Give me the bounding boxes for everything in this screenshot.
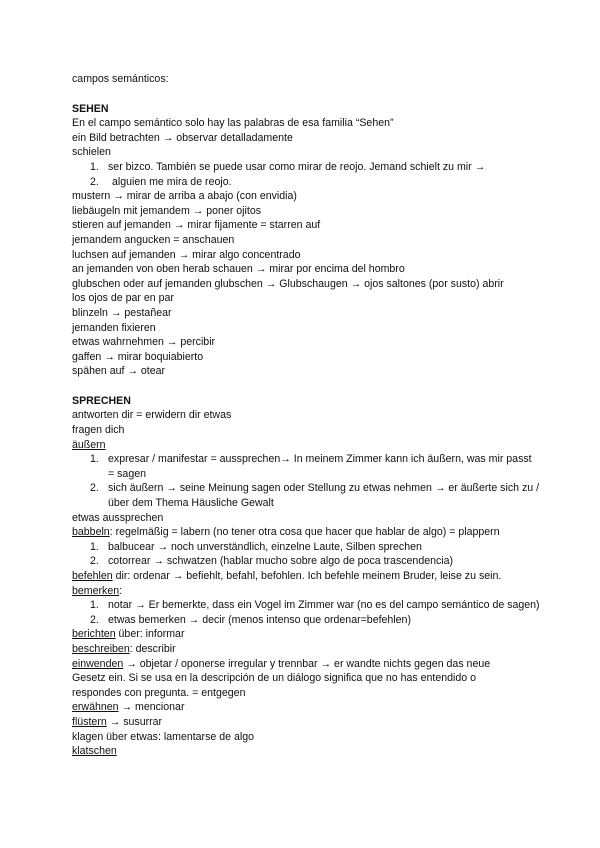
- section-heading-sprechen: SPRECHEN: [72, 394, 131, 407]
- entry-klatschen: [72, 744, 540, 759]
- list-item-text: expresar / manifestar = aussprechen→ In meinem Zimmer kann ich äußern, was mir passt = sagen: [108, 453, 532, 480]
- list-number: 2.: [90, 482, 99, 495]
- text-line: schielen: [72, 146, 111, 159]
- entry-beschreiben: [72, 642, 540, 657]
- text-line: ein Bild betrachten → observar detalladamente: [72, 131, 293, 144]
- numbered-list-babbeln: [72, 540, 540, 569]
- list-number: 1.: [90, 540, 99, 553]
- list-item: [72, 160, 540, 175]
- list-item-text: notar → Er bemerkte, dass ein Vogel im Zimmer war (no es del campo semántico de sagen): [108, 599, 540, 612]
- entry-einwenden: [72, 657, 540, 672]
- list-number: 1.: [90, 160, 99, 173]
- list-number: 1.: [90, 599, 99, 612]
- list-item: [72, 481, 540, 510]
- list-item-text: cotorrear → schwatzen (hablar mucho sobre algo de poca trascendencia): [108, 555, 454, 568]
- text-line: an jemanden von oben herab schauen → mirar por encima del hombro: [72, 263, 405, 276]
- underlined-term: flüstern: [72, 715, 107, 728]
- text-line: jemandem angucken = anschauen: [72, 233, 235, 246]
- text-line: etwas aussprechen: [72, 511, 164, 524]
- spacer: [72, 379, 540, 394]
- entry-befehlen: [72, 569, 540, 584]
- entry-text: dir: ordenar → befiehlt, befahl, befohlen. Ich befehle meinem Bruder, leise zu sein.: [112, 570, 502, 582]
- underlined-term: beschreiben: [72, 642, 130, 655]
- underlined-term: befehlen: [72, 570, 113, 582]
- entry-text: → objetar / oponerse irregular y trennbar → er wandte nichts gegen das neue: [123, 657, 491, 670]
- text-line: gaffen → mirar boquiabierto: [72, 350, 204, 363]
- entry-bemerken: [72, 584, 540, 599]
- text-line: respondes con pregunta. = entgegen: [72, 686, 246, 699]
- text-line: Gesetz ein. Si se usa en la descripción de un diálogo significa que no has entendido o: [72, 672, 477, 685]
- entry-text: : describir: [129, 642, 176, 655]
- list-item: [72, 540, 540, 555]
- numbered-list-bemerken: [72, 598, 540, 627]
- entry-text: über: informar: [115, 628, 185, 641]
- underlined-term: bemerken: [72, 584, 120, 597]
- list-number: 2.: [90, 613, 99, 626]
- section-heading-sehen: SEHEN: [72, 102, 109, 115]
- text-line: klagen über etwas: lamentarse de algo: [72, 730, 254, 743]
- text-line: stieren auf jemanden → mirar fijamente = starren auf: [72, 219, 321, 232]
- entry-babbeln: [72, 525, 540, 540]
- list-item: [72, 598, 540, 613]
- text-line: mustern → mirar de arriba a abajo (con envidia): [72, 190, 297, 203]
- text-line: los ojos de par en par: [72, 292, 174, 305]
- entry-text: → susurrar: [106, 715, 163, 728]
- list-item-text: alguien me mira de reojo.: [112, 175, 232, 188]
- text-line: etwas wahrnehmen → percibir: [72, 336, 216, 349]
- numbered-list-aeussern: [72, 452, 540, 510]
- entry-aeussern: [72, 438, 540, 453]
- list-item: [72, 175, 540, 190]
- spacer: [72, 87, 540, 102]
- list-item: [72, 613, 540, 628]
- underlined-term: klatschen: [72, 745, 117, 758]
- list-number: 2.: [90, 175, 99, 188]
- list-item-text: etwas bemerken → decir (menos intenso que ordenar=befehlen): [108, 613, 411, 626]
- text-line: glubschen oder auf jemanden glubschen → Glubschaugen → ojos saltones (por susto) abrir: [72, 277, 504, 290]
- list-item: [72, 452, 540, 481]
- underlined-term: einwenden: [72, 657, 124, 670]
- underlined-term: babbeln: [72, 526, 110, 539]
- entry-text: :: [119, 584, 123, 597]
- list-number: 2.: [90, 555, 99, 568]
- text-line: fragen dich: [72, 424, 125, 437]
- entry-berichten: [72, 627, 540, 642]
- list-item-text: balbucear → noch unverständlich, einzelne Laute, Silben sprechen: [108, 540, 422, 553]
- underlined-term: erwähnen: [72, 701, 119, 714]
- text-line: luchsen auf jemanden → mirar algo concentrado: [72, 248, 301, 261]
- entry-text: → mencionar: [118, 701, 185, 714]
- text-line: jemanden fixieren: [72, 321, 156, 334]
- text-line: spähen auf → otear: [72, 365, 166, 378]
- text-line: En el campo semántico solo hay las palabras de esa familia “Sehen”: [72, 117, 394, 130]
- text-line: liebäugeln mit jemandem → poner ojitos: [72, 204, 262, 217]
- entry-fluestern: [72, 715, 540, 730]
- text-line: blinzeln → pestañear: [72, 306, 172, 319]
- list-item-text: ser bizco. También se puede usar como mirar de reojo. Jemand schielt zu mir →: [108, 160, 486, 173]
- entry-erwaehnen: [72, 700, 540, 715]
- entry-text: : regelmäßig = labern (no tener otra cosa que hacer que hablar de algo) = plappern: [109, 526, 500, 539]
- list-item: [72, 554, 540, 569]
- text-line: antworten dir = erwidern dir etwas: [72, 409, 232, 422]
- underlined-term: berichten: [72, 628, 116, 641]
- list-item-text: sich äußern → seine Meinung sagen oder Stellung zu etwas nehmen → er äußerte sich zu / über dem Thema Häusliche Gewalt: [108, 482, 540, 510]
- list-number: 1.: [90, 453, 99, 466]
- underlined-term: äußern: [72, 438, 106, 451]
- document-title: campos semánticos:: [72, 73, 169, 85]
- numbered-list-schielen: [72, 160, 540, 189]
